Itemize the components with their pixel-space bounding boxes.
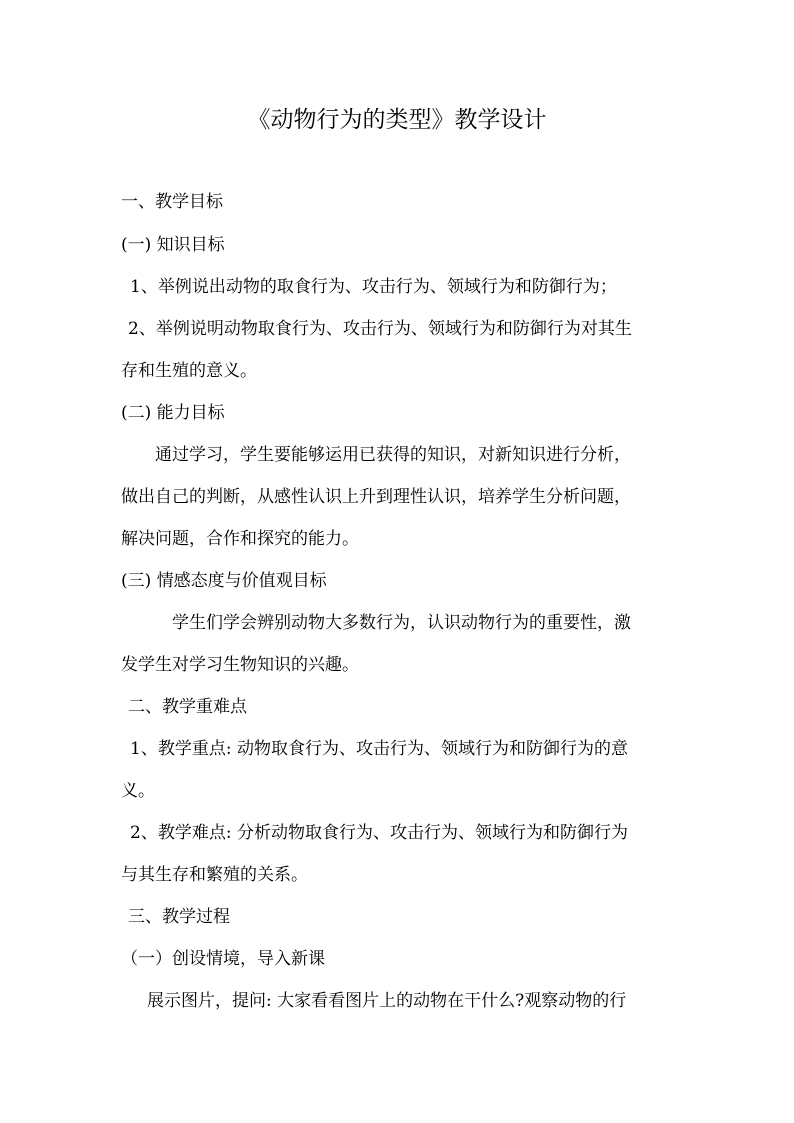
paragraph-line: 1、教学重点: 动物取食行为、攻击行为、领域行为和防御行为的意 [130,739,628,759]
subsection-heading-values: (三) 情感态度与价值观目标 [121,571,327,591]
paragraph-line: 通过学习，学生要能够运用已获得的知识，对新知识进行分析， [155,445,631,465]
subsection-heading-intro: （一）创设情境，导入新课 [121,949,325,969]
paragraph-line: 发学生对学习生物知识的兴趣。 [121,655,359,675]
paragraph-line: 2、教学难点: 分析动物取食行为、攻击行为、领域行为和防御行为 [130,823,628,843]
paragraph-line: 解决问题，合作和探究的能力。 [121,529,359,549]
section-heading-objectives: 一、教学目标 [121,192,223,212]
paragraph-line: 与其生存和繁殖的关系。 [121,865,308,885]
subsection-heading-ability: (二) 能力目标 [121,403,225,423]
paragraph-line: 展示图片，提问: 大家看看图片上的动物在干什么?观察动物的行 [147,991,627,1011]
paragraph-line: 1、举例说出动物的取食行为、攻击行为、领域行为和防御行为； [130,277,617,297]
paragraph-line: 做出自己的判断，从感性认识上升到理性认识，培养学生分析问题， [121,487,631,507]
section-heading-process: 三、教学过程 [128,907,230,927]
paragraph-line: 存和生殖的意义。 [121,361,257,381]
paragraph-line: 2、举例说明动物取食行为、攻击行为、领域行为和防御行为对其生 [128,319,632,339]
subsection-heading-knowledge: (一) 知识目标 [121,235,225,255]
paragraph-line: 学生们学会辨别动物大多数行为，认识动物行为的重要性，激 [172,613,631,633]
document-title: 《动物行为的类型》教学设计 [247,107,547,133]
paragraph-line: 义。 [121,781,155,801]
section-heading-key-points: 二、教学重难点 [128,697,247,717]
